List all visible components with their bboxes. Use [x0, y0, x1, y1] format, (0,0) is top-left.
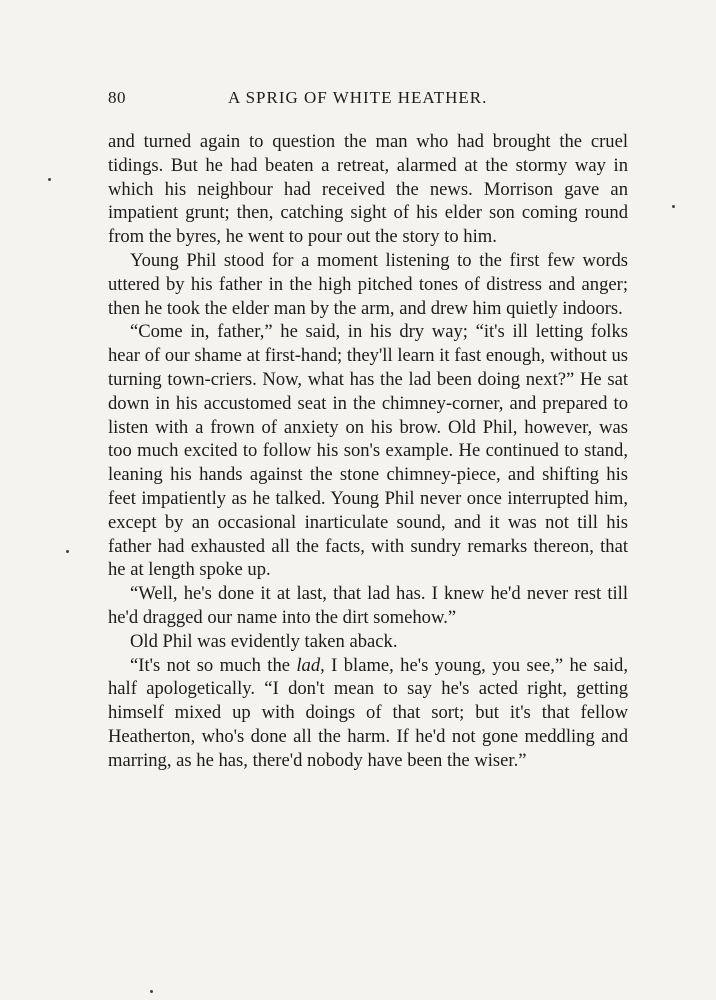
running-head: [108, 88, 628, 112]
paragraph-2: Young Phil stood for a moment listening to the first few words uttered by his father in the high pitched tones of distress and anger; then he took the elder man by the arm, and drew him quietly indoors.: [108, 249, 628, 319]
paragraph-6-end: , I blame, he's young, you see,” he said, half apologetically. “I don't mean to say he's acted right, getting himself mixed up with doings of that sort; but it's that fellow Heatherton, who's done all the harm. If he'd not gone meddling and marring, as he has, there'd nobody have been the wiser.”: [108, 654, 628, 771]
paragraph-6-start: “It's not so much the: [130, 654, 297, 676]
print-speck: [66, 550, 69, 553]
body-text: [108, 130, 628, 773]
print-speck: [48, 178, 51, 181]
print-speck: [672, 205, 675, 208]
page-number: 80: [108, 88, 126, 107]
print-speck: [150, 990, 153, 993]
paragraph-6: [108, 654, 628, 773]
paragraph-1: and turned again to question the man who had brought the cruel tidings. But he had beaten a retreat, alarmed at the stormy way in which his neighbour had received the news. Morrison gave an impatient grunt; then, catching sight of his elder son coming round from the byres, he went to pour out the story to him.: [108, 131, 628, 248]
emphasis-lad: lad: [296, 654, 321, 676]
running-title: A SPRIG OF WHITE HEATHER.: [228, 88, 488, 107]
paragraph-3: “Come in, father,” he said, in his dry way; “it's ill letting folks hear of our shame at first-hand; they'll learn it fast enough, without us turning town-criers. Now, what has the lad been doing next?” He sat down in his accustomed seat in the chimney-corner, and prepared to listen with a frown of anxiety on his brow. Old Phil, however, was too much excited to follow his son's example. He continued to stand, leaning his hands against the stone chimney-piece, and shifting his feet impatiently as he talked. Young Phil never once interrupted him, except by an occasional inarticulate sound, and it was not till his father had exhausted all the facts, with sundry remarks thereon, that he at length spoke up.: [108, 321, 628, 581]
paragraph-5: Old Phil was evidently taken aback.: [130, 630, 398, 652]
paragraph-4: “Well, he's done it at last, that lad has. I knew he'd never rest till he'd dragged our name into the dirt somehow.”: [108, 583, 628, 628]
